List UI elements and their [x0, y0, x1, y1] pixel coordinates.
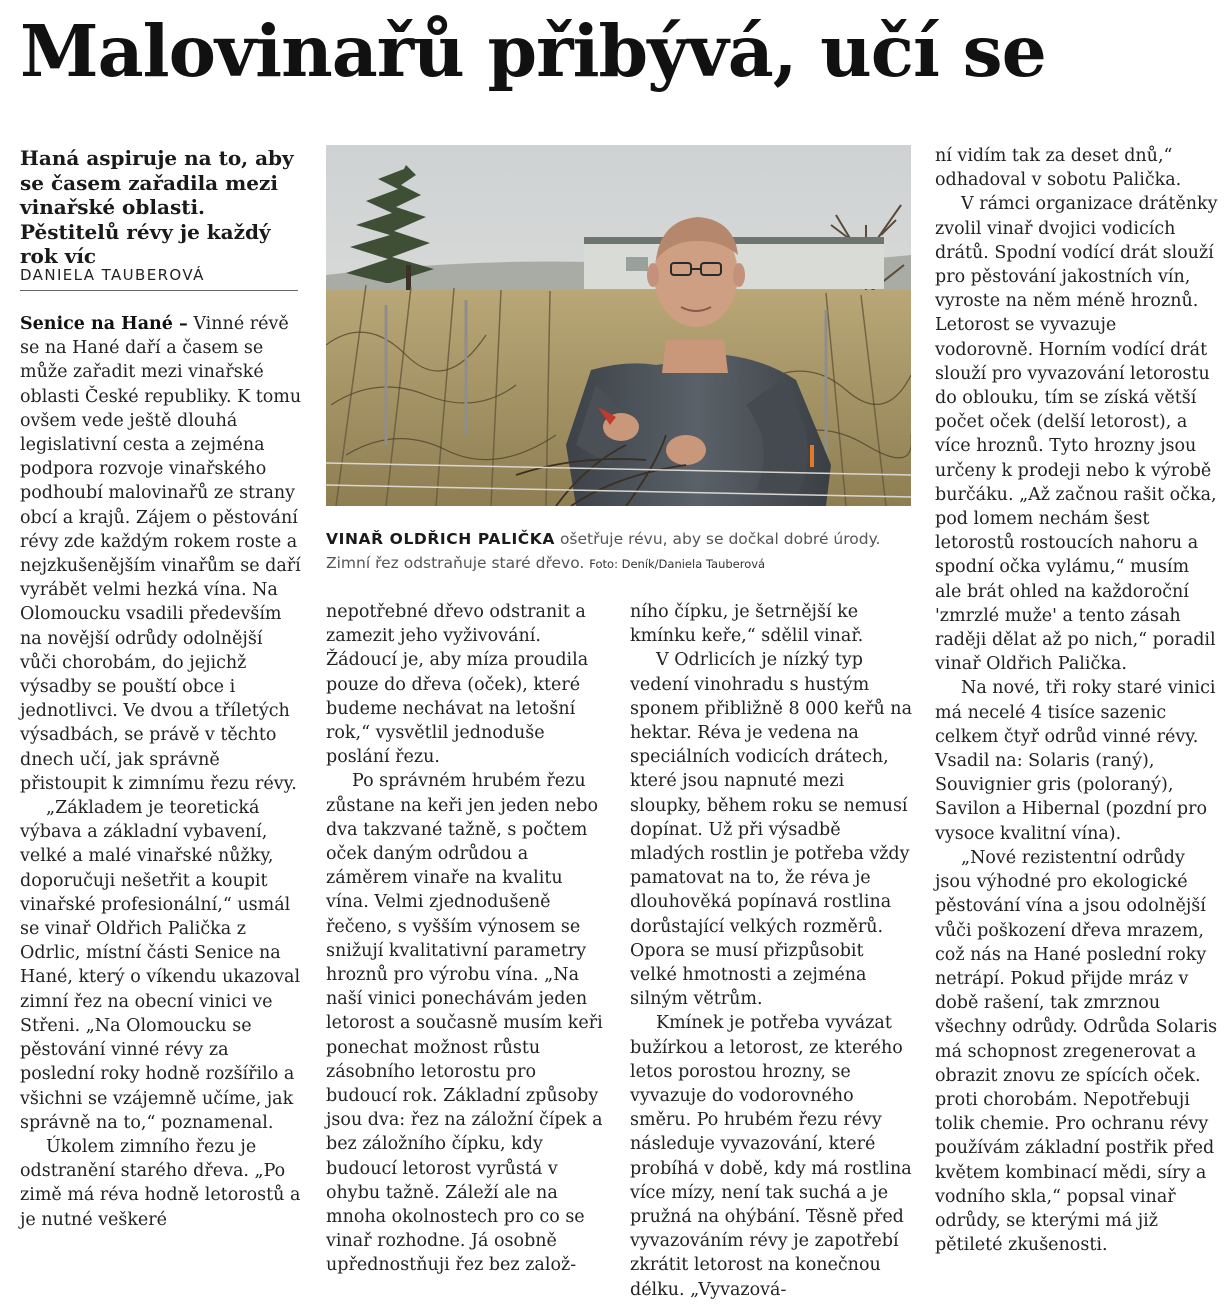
paragraph: Úkolem zimního řezu je odstranění starého dřeva. „Po zimě má réva hodně letorostů a je nutné veškeré: [20, 1136, 301, 1230]
dateline: Senice na Hané –: [20, 314, 188, 334]
caption-text: ošetřuje révu, aby se dočkal dobré úrody. Zimní řez odstraňuje staré dřevo.: [326, 530, 881, 572]
photo-caption: [326, 527, 916, 576]
article-headline: Malovinařů přibývá, učí se: [20, 9, 1046, 93]
caption-heading: VINAŘ OLDŘICH PALIČKA: [326, 530, 555, 548]
paragraph: [20, 312, 304, 796]
paragraph-text: Vinné révě se na Hané daří a časem se může zařadit mezi vinařské oblasti České republiky. K tomu ovšem vede ještě dlouhá legislativní cesta a zejména podpora rozvoje vinařského podhoubí malovinařů ze strany obcí a krajů. Zájem o pěstování révy zde každým rokem roste a nejzkušenějším vinařům se daří vyrábět velmi hezká vína. Na Olomoucku vsadili především na novější odrůdy odolnější vůči chorobám, do jejichž výsadby se pouští obce i jednotlivci. Ve dvou a tříletých výsadbách, se právě v těchto dnech učí, jak správně přistoupit k zimnímu řezu révy.: [20, 314, 302, 794]
paragraph: ní vidím tak za deset dnů,“ odhadoval v sobotu Palička.: [935, 146, 1182, 191]
paragraph: „Základem je teoretická výbava a základní vybavení, velké a malé vinařské nůžky, doporučuji nešetřit a koupit vinařské profesionální,“ usmál se vinař Oldřich Palička z Odrlic, místní části Senice na Hané, který o víkendu ukazoval zimní řez na obecní vinici ve Střeni. „Na Olomoucku se pěstování vinné révy za poslední roky hodně rozšířilo a všichni se vzájemně učíme, jak správně na to,“ poznamenal.: [20, 798, 301, 1133]
paragraph: ního čípku, je šetrnější ke kmínku keře,“ sdělil vinař.: [630, 602, 864, 647]
paragraph: Po správném hrubém řezu zůstane na keři jen jeden nebo dva takzvané tažně, s počtem oček daným odrůdou a záměrem vinaře na kvalitu vína. Velmi zjednodušeně řečeno, s vyšším výnosem se snižují kvalitativní parametry hroznů pro výrobu vína. „Na naší vinici ponechávám jeden letorost a současně musím keři ponechat možnost růstu zásobního letorostu pro budoucí rok. Základní způsoby jsou dva: řez na záložní čípek a bez záložního čípku, kdy budoucí letorost vyrůstá v ohybu tažně. Záleží ale na mnoha okolnostech pro co se vinař rozhodne. Já osobně upřednostňuji řez bez založ-: [326, 771, 603, 1276]
vineyard-photo-image: [326, 145, 911, 506]
article-photo: [326, 145, 911, 506]
article-lead: Haná aspiruje na to, aby se časem zařadila mezi vinařské oblasti. Pěstitelů révy je každý rok víc: [20, 146, 294, 268]
article-column-4: [935, 144, 1218, 1257]
paragraph: V rámci organizace drátěnky zvolil vinař dvojici vodicích drátů. Spodní vodící drát slouží pro pěstování jakostních vín, vyroste na něm méně hroznů. Letorost se vyvazuje vodorovně. Horním vodící drát slouží pro vyvazování letorostu do oblouku, tím se získá větší počet oček (delší letorost), a více hroznů. Tyto hrozny jsou určeny k prodeji nebo k výrobě burčáku. „Až začnou rašit očka, pod lomem nechám šest letorostů rostoucích nahoru a spodní očka vylámu,“ musím ale brát ohled na každoroční 'zmrzlé muže' a tento zásah raději dělat až po nich,“ poradil vinař Oldřich Palička.: [935, 194, 1218, 675]
paragraph: V Odrlicích je nízký typ vedení vinohradu s hustým sponem přibližně 8 000 keřů na hektar. Réva je vedena na speciálních vodicích drátech, které jsou napnuté mezi sloupky, během roku se nemusí dopínat. Už při výsadbě mladých rostlin je potřeba vždy pamatovat na to, že réva je dlouhověká popínavá rostlina dorůstající velkých rozměrů. Opora se musí přizpůsobit velké hmotnosti a zejména silným větrům.: [630, 650, 912, 1010]
paragraph: „Nové rezistentní odrůdy jsou výhodné pro ekologické pěstování vína a jsou odolnější vůči poškození dřeva mrazem, což nás na Hané poslední roky netrápí. Pokud přijde mráz v době rašení, tak zmrznou všechny odrůdy. Odrůda Solaris má schopnost zregenerovat a obrazit znovu ze spících oček. proti chorobám. Nepotřebuji tolik chemie. Pro ochranu révy používám základní postřik před květem kombinací mědi, síry a vodního skla,“ popsal vinař odrůdy, se kterými má již pětileté zkušenosti.: [935, 847, 1218, 1256]
photo-credit: Foto: Deník/Daniela Tauberová: [589, 557, 766, 571]
paragraph: nepotřebné dřevo odstranit a zamezit jeho vyživování. Žádoucí je, aby míza proudila pouze do dřeva (oček), které budeme nechávat na letošní rok,“ vysvětlil jednoduše poslání řezu.: [326, 602, 589, 768]
article-column-1: [20, 312, 304, 1232]
article-byline: DANIELA TAUBEROVÁ: [20, 266, 298, 291]
paragraph: Kmínek je potřeba vyvázat bužírkou a letorost, ze kterého letos porostou hrozny, se vyvazuje do vodorovného směru. Po hrubém řezu révy následuje vyvazování, které probíhá v době, kdy má rostlina více mízy, není tak suchá a je pružná na ohýbání. Těsně před vyvazováním révy je zapotřebí zkrátit letorost na konečnou délku. „Vyvazová-: [630, 1013, 912, 1300]
article-column-2: [326, 600, 608, 1278]
paragraph: Na nové, tři roky staré vinici má necelé 4 tisíce sazenic celkem čtyř odrůd vinné révy. Vsadil na: Solaris (raný), Souvignier gris (poloraný), Savilon a Hibernal (pozdní pro vysoce kvalitní vína).: [935, 678, 1216, 844]
article-column-3: [630, 600, 912, 1302]
